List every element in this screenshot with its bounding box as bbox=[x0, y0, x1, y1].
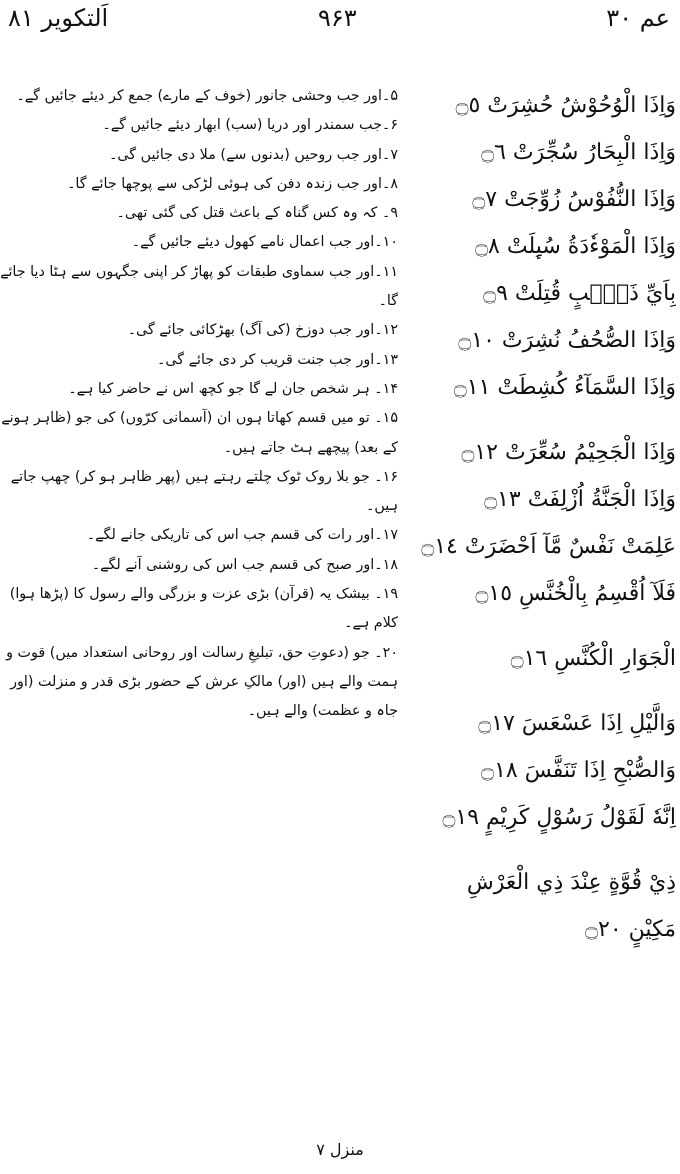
ayah-19: اِنَّهٗ لَقَوْلُ رَسُوْلٍ كَرِيْمٍ ۝١٩ bbox=[442, 805, 676, 830]
arabic-text-column bbox=[402, 82, 676, 1122]
manzil-footer: منزل ۷ bbox=[316, 1140, 364, 1159]
ayah-15: فَلَآ اُقْسِمُ بِالْخُنَّسِ ۝١٥ bbox=[475, 581, 676, 606]
ayah-11: وَاِذَا السَّمَآءُ كُشِطَتْ ۝١١ bbox=[453, 375, 676, 400]
ayah-6: وَاِذَا الْبِحَارُ سُجِّرَتْ ۝٦ bbox=[481, 140, 676, 165]
ayah-10: وَاِذَا الصُّحُفُ نُشِرَتْ ۝١٠ bbox=[458, 328, 676, 353]
ayah-16: الْجَوَارِ الْكُنَّسِ ۝١٦ bbox=[510, 646, 676, 671]
ayah-17: وَالَّيْلِ اِذَا عَسْعَسَ ۝١٧ bbox=[478, 711, 676, 736]
ayah-7: وَاِذَا النُّفُوْسُ زُوِّجَتْ ۝٧ bbox=[472, 187, 676, 212]
ayah-5: وَاِذَا الْوُحُوْشُ حُشِرَتْ ۝٥ bbox=[455, 93, 676, 118]
juz-header: عم ۳۰ bbox=[606, 4, 670, 32]
ayah-20-part-1: ذِيْ قُوَّةٍ عِنْدَ ذِي الْعَرْشِ bbox=[466, 870, 676, 895]
ayah-13: وَاِذَا الْجَنَّةُ اُزْلِفَتْ ۝١٣ bbox=[484, 487, 676, 512]
ayah-12: وَاِذَا الْجَحِيْمُ سُعِّرَتْ ۝١٢ bbox=[461, 440, 676, 465]
ayah-18: وَالصُّبْحِ اِذَا تَنَفَّسَ ۝١٨ bbox=[481, 758, 676, 783]
page-number: ۹۶۳ bbox=[318, 4, 357, 32]
ayah-20-part-2: مَكِيْنٍ ۝٢٠ bbox=[585, 917, 676, 942]
surah-name-header: اَلتکویر ۸۱ bbox=[8, 4, 109, 32]
ayah-8: وَاِذَا الْمَوْءٗدَةُ سُىِٕلَتْ ۝٨ bbox=[475, 234, 676, 259]
urdu-translation: ۵۔اور جب وحشی جانور (خوف کے مارے) جمع کر دیئے جائیں گے۔ ۶۔جب سمندر اور دریا (سب) ابھار دیئے جائیں گے۔ ۷۔اور جب روحیں (بدنوں سے) ملا دی جائیں گی۔ ۸۔اور جب زندہ دفن کی ہوئی لڑکی سے پوچھا جائے گا۔ ۹۔ کہ وہ کس گناہ کے باعث قتل کی گئی تھی۔ ۱۰۔اور جب اعمال نامے کھول دیئے جائیں گے۔ ۱۱۔اور جب سماوی طبقات کو پھاڑ کر اپنی جگہوں سے ہٹا دیا جائے گا۔ ۱۲۔اور جب دوزخ (کی آگ) بھڑکائی جائے گی۔ ۱۳۔اور جب جنت قریب کر دی جائے گی۔ ۱۴۔ ہر شخص جان لے گا جو کچھ اس نے حاضر کیا ہے۔ ۱۵۔ تو میں قسم کھاتا ہوں ان (آسمانی کرّوں) کی جو (ظاہر ہونے کے بعد) پیچھے ہٹ جاتے ہیں۔ ۱۶۔ جو بلا روک ٹوک چلتے رہتے ہیں (پھر ظاہر ہو کر) چھپ جاتے ہیں۔ ۱۷۔اور رات کی قسم جب اس کی تاریکی جانے لگے۔ ۱۸۔اور صبح کی قسم جب اس کی روشنی آنے لگے۔ ۱۹۔ بیشک یہ (قرآن) بڑی عزت و بزرگی والے رسول کا (پڑھا ہوا) کلام ہے۔ ۲۰۔ جو (دعوتِ حق، تبلیغِ رسالت اور روحانی استعداد میں) قوت و ہمت والے ہیں (اور) مالکِ عرش کے حضور بڑی قدر و منزلت (اور جاہ و عظمت) والے ہیں۔ bbox=[0, 88, 398, 720]
ayah-14: عَلِمَتْ نَفْسٌ مَّآ اَحْضَرَتْ ۝١٤ bbox=[421, 534, 676, 559]
ayah-9: بِاَيِّ ذَنْۢبٍ قُتِلَتْ ۝٩ bbox=[483, 281, 676, 306]
